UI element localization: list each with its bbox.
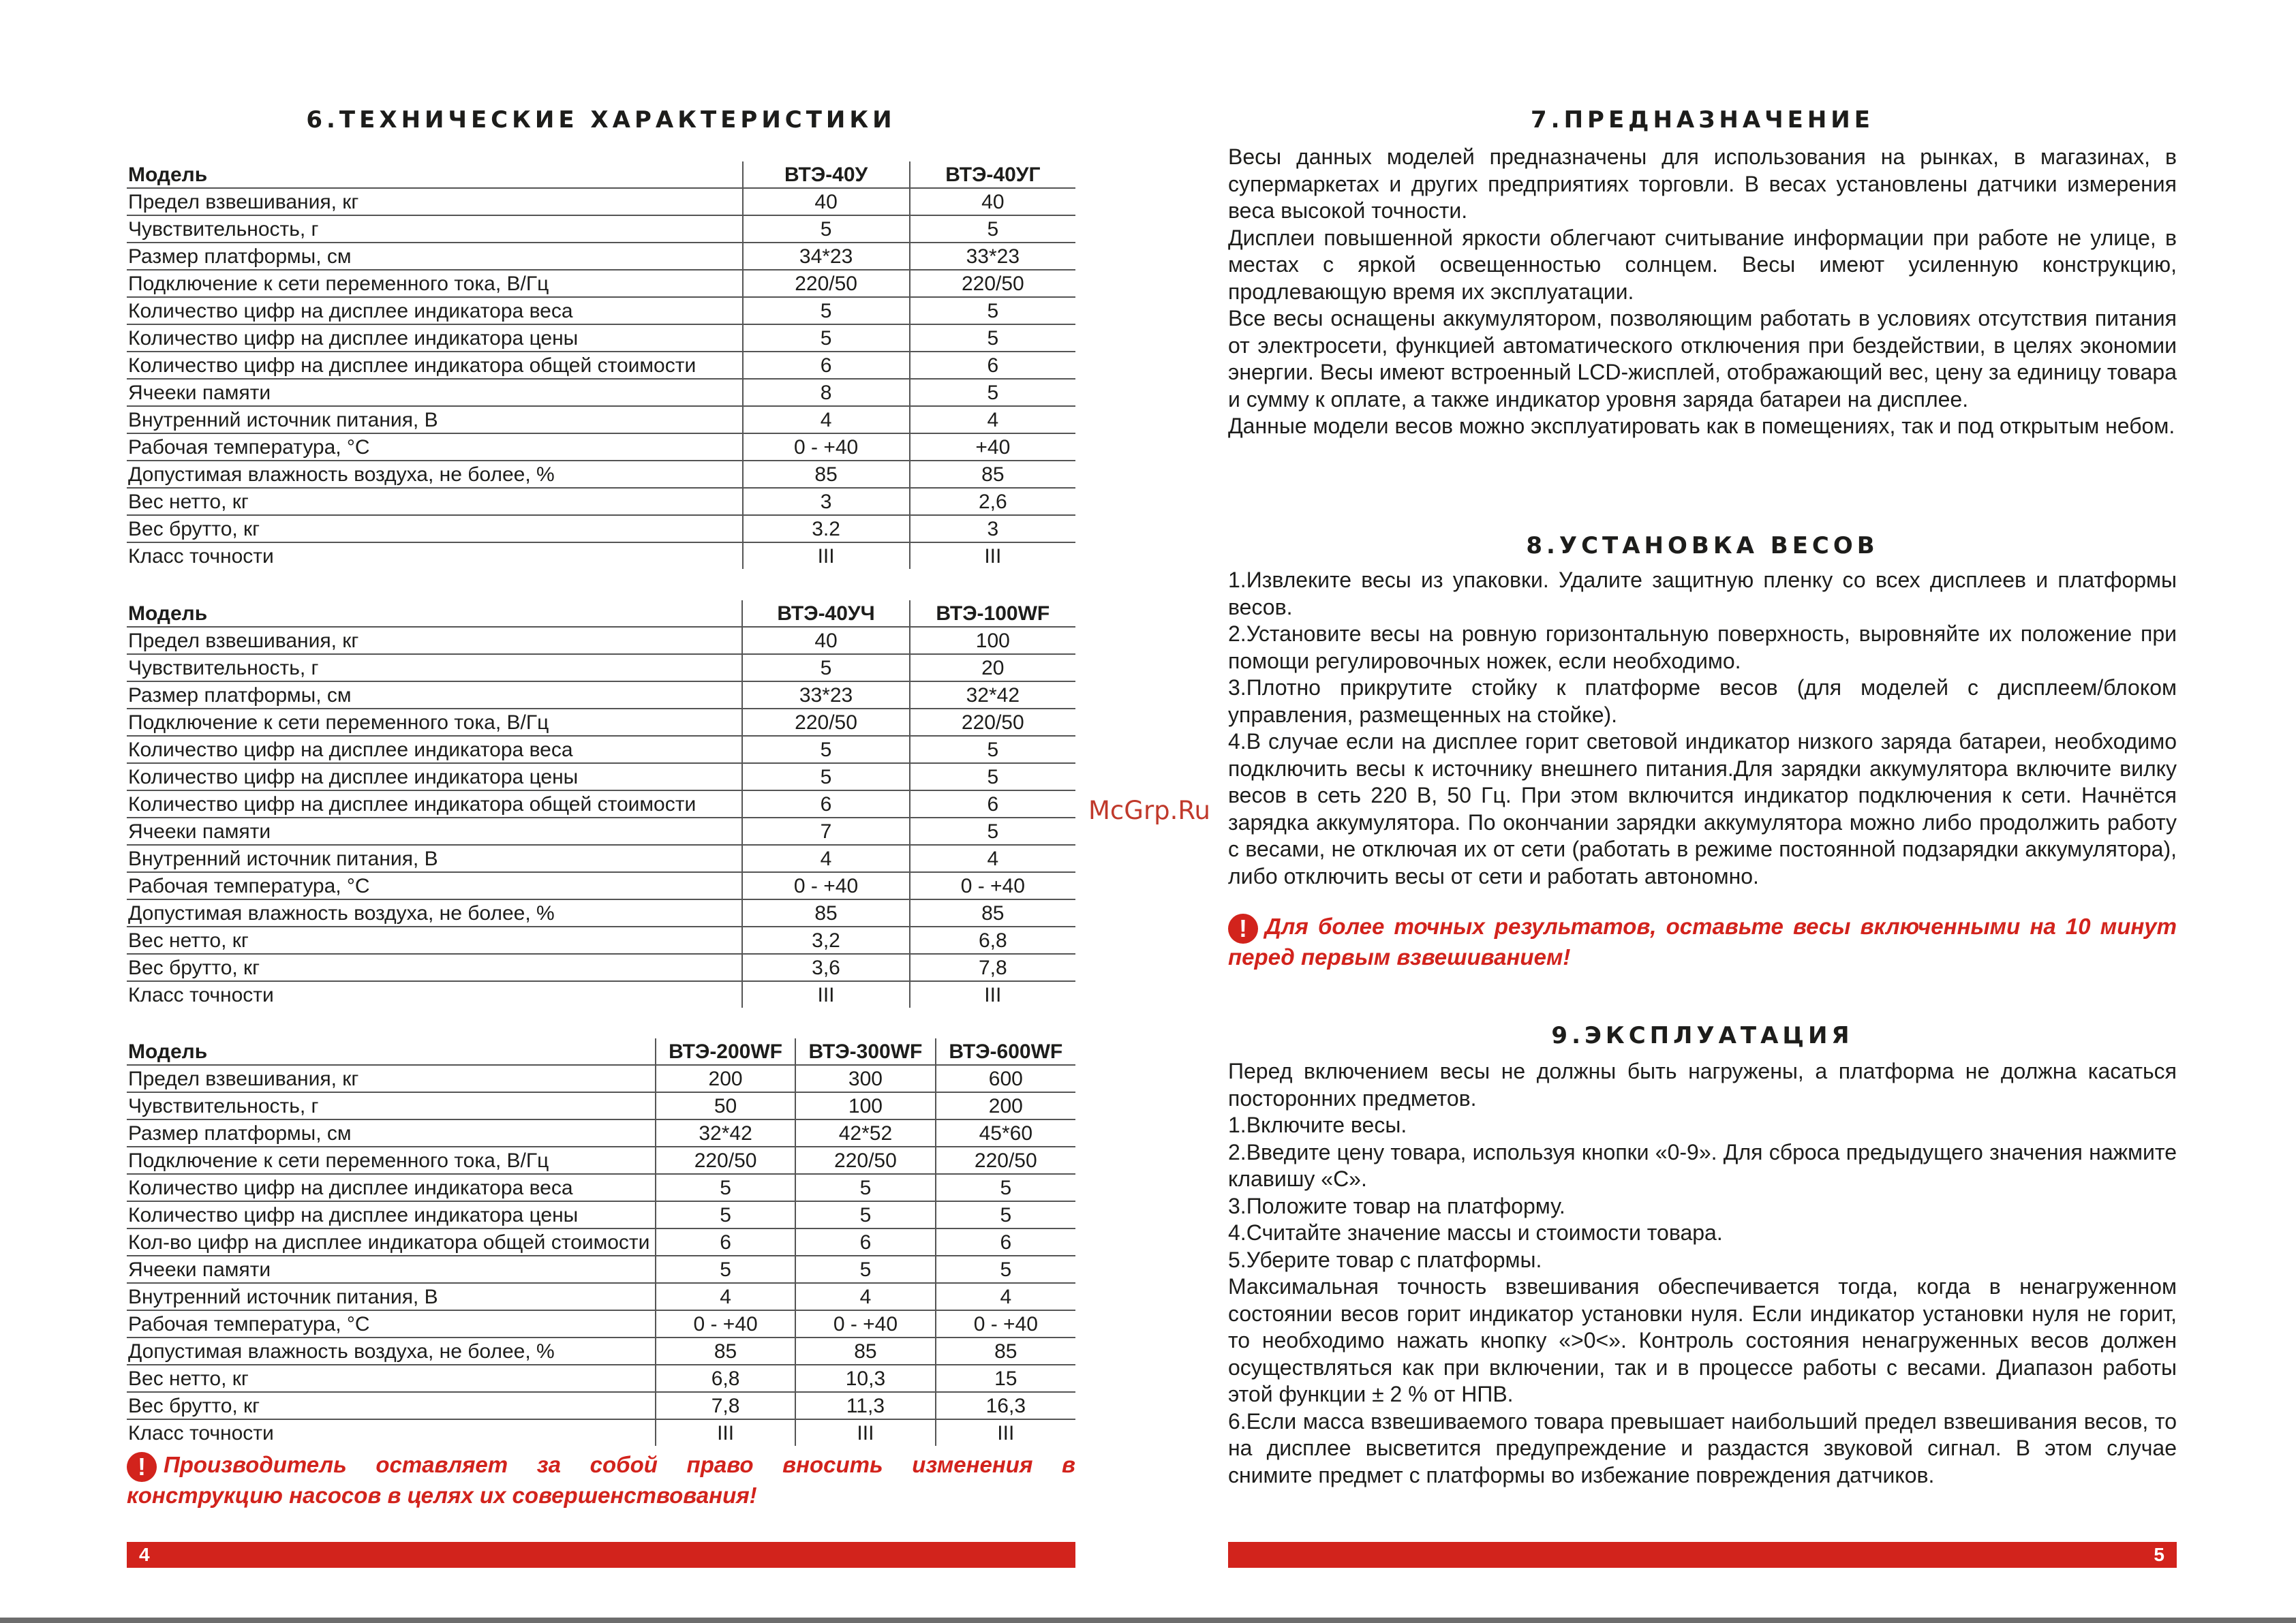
section-7-title: 7.ПРЕДНАЗНАЧЕНИЕ <box>1531 106 1874 134</box>
row-label: Вес брутто, кг <box>127 515 743 542</box>
row-value: 5 <box>743 324 910 352</box>
row-label: Ячееки памяти <box>127 818 742 845</box>
row-value: 16,3 <box>936 1392 1075 1419</box>
table-row <box>127 1174 1075 1201</box>
row-value: 4 <box>743 406 910 433</box>
exclamation-icon: ! <box>127 1452 157 1482</box>
paragraph: Максимальная точность взвешивания обеспечивается тогда, когда в ненагруженном состоянии весов горит индикатор установки нуля. Если индикатор установки нуля не горит, то необходимо нажать кнопку «>0<». Контроль состояния ненагруженных весов должен осуществляться как при включении, так и в процессе работы с весами. Диапазон работы этой функции ± 2 % от НПВ. <box>1228 1274 2177 1406</box>
row-value: 5 <box>742 654 909 681</box>
table-row <box>127 1092 1075 1119</box>
table-row <box>127 1147 1075 1174</box>
table-row <box>127 954 1075 981</box>
bottom-edge <box>0 1618 2296 1623</box>
row-value: 40 <box>743 188 910 215</box>
table-row <box>127 488 1075 515</box>
row-label: Класс точности <box>128 544 274 568</box>
row-label: Внутренний источник питания, В <box>127 845 742 872</box>
row-value: 40 <box>742 627 909 654</box>
row-value: 32*42 <box>656 1119 795 1147</box>
warning-text: Производитель оставляет за собой право вносить изменения в конструкцию насосов в целях их совершенствования! <box>127 1452 1075 1508</box>
row-value: III <box>795 1419 935 1446</box>
row-value: 5 <box>795 1256 935 1283</box>
row-value: 3.2 <box>743 515 910 542</box>
row-label: Подключение к сети переменного тока, В/Гц <box>127 1147 656 1174</box>
table-header-model: Модель <box>127 600 742 627</box>
row-value: 4 <box>910 845 1075 872</box>
row-value: III <box>743 542 910 569</box>
table-row <box>127 297 1075 324</box>
row-label: Чувствительность, г <box>127 654 742 681</box>
table-row <box>127 763 1075 790</box>
row-value: 50 <box>656 1092 795 1119</box>
table-row <box>127 1201 1075 1228</box>
row-value: 0 - +40 <box>656 1310 795 1338</box>
row-label: Количество цифр на дисплее индикатора веса <box>127 736 742 763</box>
row-value: +40 <box>910 433 1075 461</box>
table-row <box>127 461 1075 488</box>
table-row <box>127 215 1075 243</box>
row-value: 200 <box>936 1092 1075 1119</box>
paragraph: 5.Уберите товар с платформы. <box>1228 1247 1542 1272</box>
row-label: Внутренний источник питания, В <box>127 1283 656 1310</box>
table-row <box>127 709 1075 736</box>
row-value: 220/50 <box>910 270 1075 297</box>
row-value: 5 <box>743 215 910 243</box>
row-value: 220/50 <box>656 1147 795 1174</box>
spec-table-2 <box>127 600 1075 1008</box>
table-row <box>127 1119 1075 1147</box>
row-value: 45*60 <box>936 1119 1075 1147</box>
paragraph: 4.В случае если на дисплее горит световой индикатор низкого заряда батареи, необходимо подключить весы к источнику внешнего питания.Для зарядки аккумулятора включите вилку весов в сеть 220 В, 50 Гц. При этом включится индикатор подключения к сети. Начнётся зарядка аккумулятора. По окончании зарядки аккумулятора можно либо продолжить работу с весами, не отключая их от сети (работать в режиме постоянной подзарядки аккумулятора), либо отключить весы от сети и работать автономно. <box>1228 729 2177 888</box>
row-label: Размер платформы, см <box>127 243 743 270</box>
row-label: Рабочая температура, °С <box>127 433 743 461</box>
paragraph: Дисплеи повышенной яркости облегчают считывание информации при работе не улице, в местах с яркой освещенностью солнцем. Весы имеют усиленную конструкцию, продлевающую время их эксплуатации. <box>1228 225 2177 304</box>
table-row <box>127 188 1075 215</box>
table-row <box>127 790 1075 818</box>
row-value: 6 <box>910 352 1075 379</box>
row-value: 6 <box>795 1228 935 1256</box>
row-value: III <box>742 981 909 1008</box>
paragraph: Все весы оснащены аккумулятором, позволяющим работать в условиях отсутствия питания от электросети, функцией автоматического отключения при бездействии, в целях экономии энергии. Весы имеют встроенный LCD-жисплей, отображающий вес, цену за единицу товара и сумму к оплате, а также индикатор уровня заряда батареи на дисплее. <box>1228 306 2177 412</box>
row-label: Количество цифр на дисплее индикатора цены <box>127 1201 656 1228</box>
row-value: 6 <box>936 1228 1075 1256</box>
row-value: 4 <box>910 406 1075 433</box>
row-label: Вес брутто, кг <box>127 1392 656 1419</box>
table-row <box>127 899 1075 927</box>
table-row <box>127 1365 1075 1392</box>
table-row <box>127 542 1075 569</box>
row-label: Вес нетто, кг <box>127 1365 656 1392</box>
row-value: 10,3 <box>795 1365 935 1392</box>
manufacturer-warning <box>127 1451 1075 1509</box>
row-value: 3 <box>910 515 1075 542</box>
table-row <box>127 352 1075 379</box>
row-label: Вес нетто, кг <box>127 488 743 515</box>
row-value: 4 <box>795 1283 935 1310</box>
page-number: 4 <box>139 1544 150 1565</box>
model-name: ВТЭ-600WF <box>936 1038 1075 1065</box>
table-row <box>127 681 1075 709</box>
page-number: 5 <box>2154 1544 2164 1565</box>
row-label: Размер платформы, см <box>127 681 742 709</box>
row-value: 5 <box>910 297 1075 324</box>
row-label: Размер платформы, см <box>127 1119 656 1147</box>
row-value: 2,6 <box>910 488 1075 515</box>
row-label: Подключение к сети переменного тока, В/Гц <box>127 709 742 736</box>
row-label: Чувствительность, г <box>127 1092 656 1119</box>
row-label: Класс точности <box>128 983 274 1006</box>
row-value: 300 <box>795 1065 935 1092</box>
paragraph: Перед включением весы не должны быть нагружены, а платформа не должна касаться посторонних предметов. <box>1228 1059 2177 1111</box>
row-label: Количество цифр на дисплее индикатора веса <box>127 1174 656 1201</box>
row-value: 5 <box>656 1256 795 1283</box>
row-label: Количество цифр на дисплее индикатора общей стоимости <box>127 352 743 379</box>
paragraph: 3.Положите товар на платформу. <box>1228 1193 1565 1218</box>
row-label: Класс точности <box>128 1421 274 1444</box>
row-value: 5 <box>795 1201 935 1228</box>
row-label: Допустимая влажность воздуха, не более, % <box>127 461 743 488</box>
table-row <box>127 1419 1075 1446</box>
row-value: 6 <box>656 1228 795 1256</box>
row-label: Количество цифр на дисплее индикатора общей стоимости <box>127 790 742 818</box>
table-row <box>127 654 1075 681</box>
row-value: 0 - +40 <box>936 1310 1075 1338</box>
row-value: 4 <box>742 845 909 872</box>
row-value: 0 - +40 <box>795 1310 935 1338</box>
section-8-text <box>1228 567 2177 890</box>
model-name: ВТЭ-40УЧ <box>742 600 909 627</box>
row-value: 33*23 <box>910 243 1075 270</box>
exclamation-icon: ! <box>1228 914 1258 944</box>
table-row <box>127 1310 1075 1338</box>
row-value: 100 <box>910 627 1075 654</box>
row-label: Количество цифр на дисплее индикатора веса <box>127 297 743 324</box>
row-label: Кол-во цифр на дисплее индикатора общей стоимости <box>127 1228 656 1256</box>
row-value: 5 <box>910 324 1075 352</box>
paragraph: 6.Если масса взвешиваемого товара превышает наибольший предел взвешивания весов, то на дисплее высветится предупреждение и раздастся звуковой сигнал. В этом случае снимите предмет с платформы во избежание повреждения датчиков. <box>1228 1408 2177 1487</box>
spec-table-1 <box>127 161 1075 569</box>
row-label: Подключение к сети переменного тока, В/Гц <box>127 270 743 297</box>
row-value: 7,8 <box>656 1392 795 1419</box>
row-value: 5 <box>910 763 1075 790</box>
table-row <box>127 406 1075 433</box>
row-label: Рабочая температура, °С <box>127 1310 656 1338</box>
row-value: 5 <box>742 736 909 763</box>
row-value: 32*42 <box>910 681 1075 709</box>
row-value: 85 <box>910 899 1075 927</box>
row-label: Предел взвешивания, кг <box>127 1065 656 1092</box>
row-value: 220/50 <box>910 709 1075 736</box>
row-value: 200 <box>656 1065 795 1092</box>
row-label: Количество цифр на дисплее индикатора цены <box>127 324 743 352</box>
model-name: ВТЭ-40УГ <box>910 161 1075 188</box>
row-value: 85 <box>910 461 1075 488</box>
section-7-text <box>1228 144 2177 440</box>
row-value: 3,6 <box>742 954 909 981</box>
table-row <box>127 872 1075 899</box>
row-value: 5 <box>936 1174 1075 1201</box>
row-value: 100 <box>795 1092 935 1119</box>
row-value: 3 <box>743 488 910 515</box>
row-label: Допустимая влажность воздуха, не более, % <box>127 1338 656 1365</box>
row-value: 6 <box>743 352 910 379</box>
row-value: 220/50 <box>742 709 909 736</box>
table-row <box>127 818 1075 845</box>
table-row <box>127 243 1075 270</box>
row-value: 0 - +40 <box>743 433 910 461</box>
row-label: Внутренний источник питания, В <box>127 406 743 433</box>
row-value: 0 - +40 <box>742 872 909 899</box>
table-header-model: Модель <box>127 1038 656 1065</box>
paragraph: 3.Плотно прикрутите стойку к платформе весов (для моделей с дисплеем/блоком управления, размещенных на стойке). <box>1228 675 2177 727</box>
footer-bar-left <box>127 1542 1075 1568</box>
row-value: 5 <box>910 379 1075 406</box>
warning-text: Для более точных результатов, оставьте весы включенными на 10 минут перед первым взвешиванием! <box>1228 914 2177 970</box>
paragraph: 1.Включите весы. <box>1228 1113 1407 1137</box>
row-label: Вес нетто, кг <box>127 927 742 954</box>
section-9-text <box>1228 1058 2177 1489</box>
row-value: 4 <box>936 1283 1075 1310</box>
row-label: Предел взвешивания, кг <box>127 188 743 215</box>
row-value: 85 <box>742 899 909 927</box>
table-row <box>127 1228 1075 1256</box>
row-value: 85 <box>656 1338 795 1365</box>
row-value: 6 <box>742 790 909 818</box>
row-value: 5 <box>742 763 909 790</box>
table-row <box>127 1256 1075 1283</box>
row-value: 20 <box>910 654 1075 681</box>
row-value: 85 <box>795 1338 935 1365</box>
row-value: 0 - +40 <box>910 872 1075 899</box>
table-row <box>127 981 1075 1008</box>
row-value: 220/50 <box>743 270 910 297</box>
table-header-model: Модель <box>127 161 743 188</box>
row-label: Ячееки памяти <box>127 379 743 406</box>
row-value: 6,8 <box>656 1365 795 1392</box>
row-value: 5 <box>910 215 1075 243</box>
row-value: 220/50 <box>936 1147 1075 1174</box>
paragraph: 1.Извлеките весы из упаковки. Удалите защитную пленку со всех дисплеев и платформы весов. <box>1228 568 2177 619</box>
row-value: 11,3 <box>795 1392 935 1419</box>
section-8-title: 8.УСТАНОВКА ВЕСОВ <box>1526 532 1879 559</box>
row-value: 15 <box>936 1365 1075 1392</box>
table-row <box>127 845 1075 872</box>
table-row <box>127 270 1075 297</box>
row-value: 5 <box>795 1174 935 1201</box>
model-name: ВТЭ-300WF <box>795 1038 935 1065</box>
row-value: III <box>936 1419 1075 1446</box>
row-value: 34*23 <box>743 243 910 270</box>
table-row <box>127 1392 1075 1419</box>
table-row <box>127 1283 1075 1310</box>
row-label: Чувствительность, г <box>127 215 743 243</box>
row-value: 5 <box>936 1201 1075 1228</box>
paragraph: 4.Считайте значение массы и стоимости товара. <box>1228 1220 1723 1245</box>
table-row <box>127 1065 1075 1092</box>
table-row <box>127 515 1075 542</box>
row-label: Количество цифр на дисплее индикатора цены <box>127 763 742 790</box>
row-value: 5 <box>936 1256 1075 1283</box>
table-row <box>127 627 1075 654</box>
row-value: 33*23 <box>742 681 909 709</box>
row-value: 3,2 <box>742 927 909 954</box>
table-row <box>127 1338 1075 1365</box>
row-label: Предел взвешивания, кг <box>127 627 742 654</box>
row-value: 85 <box>936 1338 1075 1365</box>
paragraph: Данные модели весов можно эксплуатировать как в помещениях, так и под открытым небом. <box>1228 414 2175 438</box>
paragraph: 2.Введите цену товара, используя кнопки «0-9». Для сброса предыдущего значения нажмите клавишу «С». <box>1228 1139 2177 1191</box>
spec-table-3 <box>127 1038 1075 1446</box>
row-value: 220/50 <box>795 1147 935 1174</box>
section-9-title: 9.ЭКСПЛУАТАЦИЯ <box>1551 1022 1854 1049</box>
footer-bar-right <box>1228 1542 2177 1568</box>
table-row <box>127 433 1075 461</box>
row-value: 6,8 <box>910 927 1075 954</box>
row-value: 8 <box>743 379 910 406</box>
row-label: Рабочая температура, °С <box>127 872 742 899</box>
row-value: 7 <box>742 818 909 845</box>
row-value: 4 <box>656 1283 795 1310</box>
row-label: Ячееки памяти <box>127 1256 656 1283</box>
accuracy-warning <box>1228 913 2177 971</box>
model-name: ВТЭ-200WF <box>656 1038 795 1065</box>
row-label: Вес брутто, кг <box>127 954 742 981</box>
row-value: 40 <box>910 188 1075 215</box>
row-value: 85 <box>743 461 910 488</box>
row-value: 6 <box>910 790 1075 818</box>
row-value: 5 <box>656 1174 795 1201</box>
table-row <box>127 736 1075 763</box>
row-value: 7,8 <box>910 954 1075 981</box>
row-value: III <box>910 542 1075 569</box>
row-value: 5 <box>656 1201 795 1228</box>
table-row <box>127 927 1075 954</box>
row-value: 5 <box>910 736 1075 763</box>
row-value: 5 <box>910 818 1075 845</box>
row-value: 600 <box>936 1065 1075 1092</box>
section-6-title: 6.ТЕХНИЧЕСКИЕ ХАРАКТЕРИСТИКИ <box>306 106 896 134</box>
row-value: 42*52 <box>795 1119 935 1147</box>
row-value: III <box>910 981 1075 1008</box>
row-value: 5 <box>743 297 910 324</box>
paragraph: Весы данных моделей предназначены для использования на рынках, в магазинах, в супермаркетах и других предприятиях торговли. В весах установлены датчики измерения веса высокой точности. <box>1228 144 2177 223</box>
model-name: ВТЭ-100WF <box>910 600 1075 627</box>
table-row <box>127 379 1075 406</box>
paragraph: 2.Установите весы на ровную горизонтальную поверхность, выровняйте их положение при помощи регулировочных ножек, если необходимо. <box>1228 621 2177 673</box>
row-value: III <box>656 1419 795 1446</box>
row-label: Допустимая влажность воздуха, не более, % <box>127 899 742 927</box>
table-row <box>127 324 1075 352</box>
watermark: McGrp.Ru <box>1088 796 1210 825</box>
model-name: ВТЭ-40У <box>743 161 910 188</box>
